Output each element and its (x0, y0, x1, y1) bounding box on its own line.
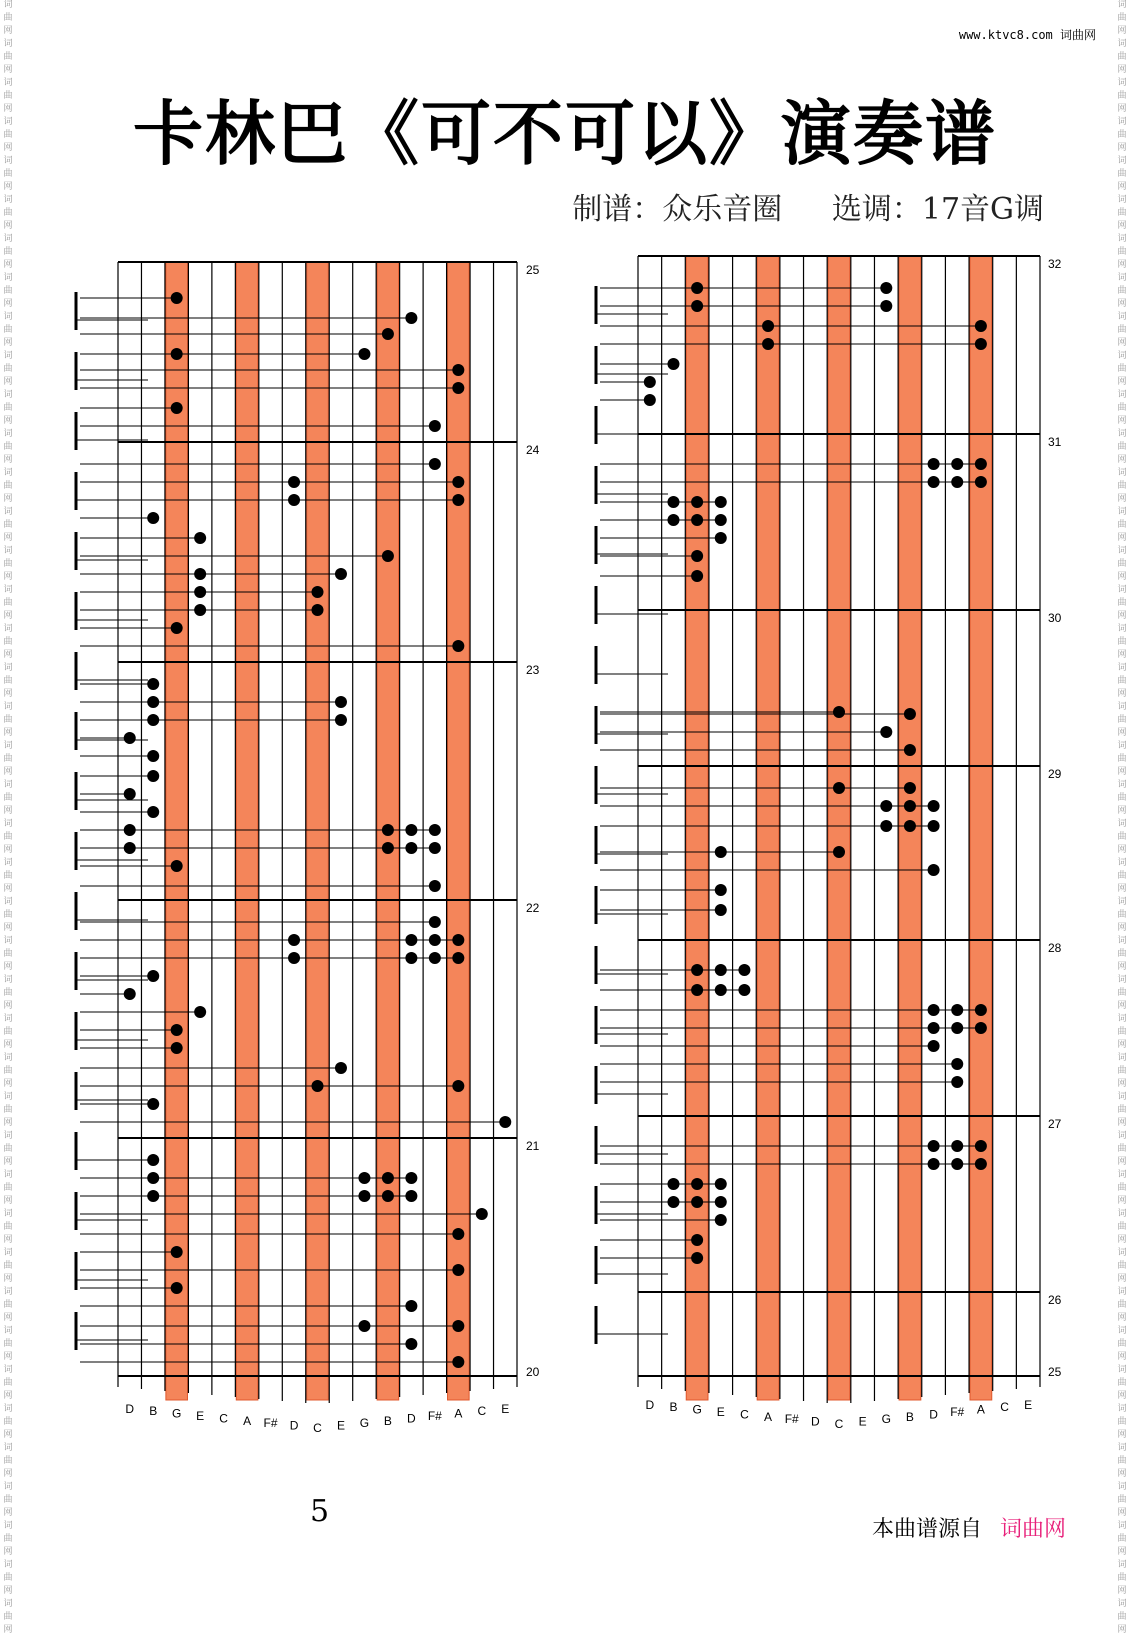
note (429, 842, 441, 854)
note (147, 770, 159, 782)
note (951, 1076, 963, 1088)
note (452, 476, 464, 488)
note (691, 550, 703, 562)
note (312, 604, 324, 616)
note (715, 904, 727, 916)
tine-label: C (834, 1417, 844, 1431)
note (452, 1356, 464, 1368)
measure-number: 23 (526, 663, 540, 677)
note (405, 1172, 417, 1184)
source-label: 本曲谱源自 (872, 1517, 983, 1542)
highlighted-tine (236, 262, 258, 1400)
tine-label: E (501, 1401, 510, 1416)
side-watermark-right: 词 曲 网 词 曲 网 词 曲 网 词 曲 网 词 曲 网 词 曲 网 词 曲 网 词 曲 网 词 曲 网 词 曲 网 词 曲 网 词 曲 网 词 曲 网 词 曲 网 词 曲 网 词 曲 网 词 曲 网 词 曲 网 词 曲 网 词 曲 网 词 曲 网 词 曲 网 词 曲 网 词 曲 网 词 曲 网 词 曲 网 词 曲 网 词 曲 网 词 曲 网 词 曲 网 词 曲 网 词 曲 网 词 曲 网 词 曲 网 词 曲 网 词 曲 网 词 曲 网 词 曲 网 词 曲 网 词 曲 网 词 曲 网 词 曲 网 (1117, 0, 1127, 1635)
measure-number: 20 (526, 1365, 540, 1379)
measure-number: 25 (526, 263, 540, 277)
page-number: 5 (310, 1494, 330, 1529)
note (147, 1098, 159, 1110)
note (452, 1228, 464, 1240)
note (358, 348, 370, 360)
note (833, 846, 845, 858)
note (833, 706, 845, 718)
note (429, 880, 441, 892)
note (928, 800, 940, 812)
note (335, 696, 347, 708)
note (147, 750, 159, 762)
note (405, 1338, 417, 1350)
note (975, 476, 987, 488)
tine-label: D (929, 1407, 938, 1422)
tine-label: D (407, 1411, 416, 1426)
highlighted-tine (166, 262, 188, 1400)
note (928, 1040, 940, 1052)
note (452, 640, 464, 652)
note (405, 312, 417, 324)
measure-number: 27 (1048, 1117, 1062, 1131)
tine-label: A (454, 1406, 463, 1421)
tine-label: G (881, 1412, 891, 1427)
note (928, 820, 940, 832)
note (288, 494, 300, 506)
note (975, 1158, 987, 1170)
note (452, 934, 464, 946)
source-brand[interactable]: 词曲网 (1000, 1517, 1067, 1542)
measure-number: 22 (526, 901, 540, 915)
tine-label: A (976, 1402, 985, 1417)
source-credit (872, 1512, 1066, 1543)
note (147, 512, 159, 524)
note (476, 1208, 488, 1220)
note (335, 714, 347, 726)
tine-label: B (149, 1404, 158, 1419)
tine-label: E (858, 1414, 867, 1429)
tine-label: A (764, 1409, 773, 1424)
note (171, 1042, 183, 1054)
note (382, 550, 394, 562)
note (951, 1058, 963, 1070)
tine-label: D (811, 1414, 820, 1429)
tine-label: G (692, 1402, 702, 1417)
note (312, 586, 324, 598)
note (975, 1022, 987, 1034)
note (691, 1234, 703, 1246)
tine-label: B (383, 1413, 392, 1428)
note (904, 744, 916, 756)
note (691, 570, 703, 582)
note (124, 988, 136, 1000)
note (452, 364, 464, 376)
note (715, 1178, 727, 1190)
note (975, 320, 987, 332)
note (171, 1282, 183, 1294)
note (335, 1062, 347, 1074)
note (171, 402, 183, 414)
note (405, 1300, 417, 1312)
measure-number: 30 (1048, 611, 1062, 625)
tine-label: G (172, 1406, 182, 1421)
note (452, 494, 464, 506)
note (928, 864, 940, 876)
score-panel-right (596, 256, 1062, 1431)
note (429, 824, 441, 836)
note (667, 358, 679, 370)
tine-label: A (243, 1413, 252, 1428)
note (880, 300, 892, 312)
tine-label: F# (950, 1405, 965, 1419)
note (429, 458, 441, 470)
measure-number: 32 (1048, 257, 1062, 271)
note (171, 292, 183, 304)
highlighted-tine (757, 256, 779, 1400)
tine-label: C (313, 1421, 322, 1435)
note (904, 708, 916, 720)
tine-label: D (289, 1418, 299, 1433)
measure-number: 28 (1048, 941, 1062, 955)
note (715, 884, 727, 896)
tine-label: E (716, 1405, 725, 1419)
note (880, 726, 892, 738)
note (715, 1196, 727, 1208)
page-title: 卡林巴《可不可以》演奏谱 (133, 93, 997, 175)
note (738, 984, 750, 996)
note (452, 1080, 464, 1092)
tine-label: G (359, 1416, 370, 1431)
note (880, 282, 892, 294)
note (288, 476, 300, 488)
score-panel-left (76, 262, 540, 1435)
note (171, 1024, 183, 1036)
note (644, 394, 656, 406)
note (124, 732, 136, 744)
note (171, 860, 183, 872)
note (904, 782, 916, 794)
note (452, 952, 464, 964)
note (452, 1320, 464, 1332)
tine-label: D (645, 1397, 655, 1412)
side-watermark-left: 词 曲 网 词 曲 网 词 曲 网 词 曲 网 词 曲 网 词 曲 网 词 曲 网 词 曲 网 词 曲 网 词 曲 网 词 曲 网 词 曲 网 词 曲 网 词 曲 网 词 曲 网 词 曲 网 词 曲 网 词 曲 网 词 曲 网 词 曲 网 词 曲 网 词 曲 网 词 曲 网 词 曲 网 词 曲 网 词 曲 网 词 曲 网 词 曲 网 词 曲 网 词 曲 网 词 曲 网 词 曲 网 词 曲 网 词 曲 网 词 曲 网 词 曲 网 词 曲 网 词 曲 网 词 曲 网 词 曲 网 词 曲 网 词 曲 网 (3, 0, 13, 1635)
measure-number: 24 (526, 443, 540, 457)
tine-label: B (905, 1409, 914, 1424)
tine-label: C (219, 1411, 228, 1426)
tine-label: C (740, 1407, 749, 1422)
note (715, 532, 727, 544)
note (715, 1214, 727, 1226)
note (499, 1116, 511, 1128)
tine-label: C (1000, 1400, 1009, 1415)
highlighted-tine (828, 256, 850, 1400)
tine-label: E (196, 1409, 205, 1423)
note (429, 916, 441, 928)
note (171, 1246, 183, 1258)
highlighted-tine (307, 262, 329, 1400)
note (975, 458, 987, 470)
measure-number: 21 (526, 1139, 540, 1153)
note (691, 1252, 703, 1264)
measure-number: 31 (1048, 435, 1062, 449)
tine-label: F# (263, 1416, 278, 1431)
note (147, 678, 159, 690)
note (194, 532, 206, 544)
highlighted-tine (970, 256, 992, 1400)
note (429, 420, 441, 432)
note (452, 1264, 464, 1276)
highlighted-tine (686, 256, 708, 1400)
note (715, 514, 727, 526)
measure-number: 26 (1048, 1293, 1062, 1307)
note (147, 1154, 159, 1166)
tine-label: E (1024, 1397, 1033, 1412)
key-label: 选调：17音G调 (831, 192, 1044, 227)
note (715, 496, 727, 508)
note (335, 568, 347, 580)
measure-number: 29 (1048, 767, 1062, 781)
note (738, 964, 750, 976)
note (975, 338, 987, 350)
measure-number: 25 (1048, 1365, 1062, 1379)
note (382, 328, 394, 340)
note (644, 376, 656, 388)
site-url[interactable]: www.ktvc8.com 词曲网 (958, 28, 1096, 42)
tine-label: B (669, 1400, 678, 1415)
note (452, 382, 464, 394)
note (124, 788, 136, 800)
tine-label: D (125, 1401, 135, 1416)
note (405, 1190, 417, 1202)
note (194, 1006, 206, 1018)
tine-label: F# (427, 1409, 442, 1423)
note (975, 1140, 987, 1152)
tine-label: E (336, 1418, 345, 1433)
note (171, 622, 183, 634)
tine-label: F# (784, 1412, 799, 1427)
tine-label: C (477, 1404, 487, 1419)
arranger-label: 制谱：众乐音圈 (572, 192, 783, 227)
note (147, 970, 159, 982)
note (975, 1004, 987, 1016)
note (147, 806, 159, 818)
